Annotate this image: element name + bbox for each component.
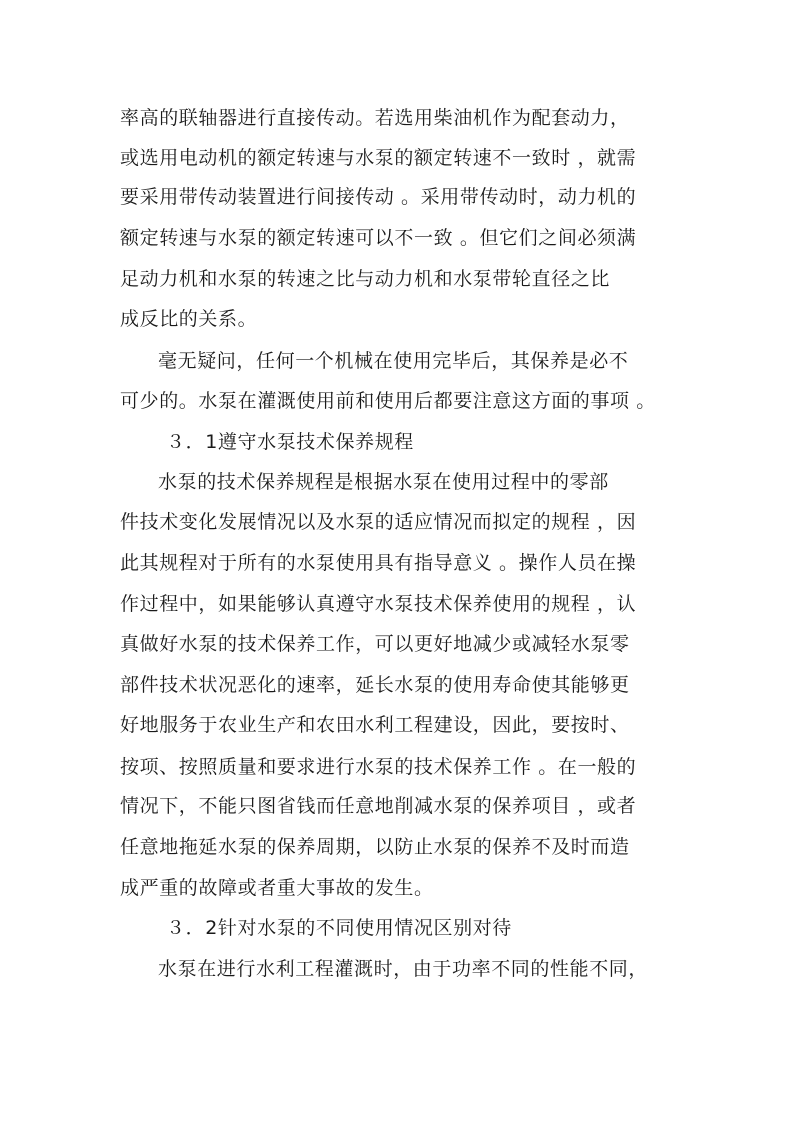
text-line: 可少的。水泵在灌溉使用前和使用后都要注意这方面的事项 。 (120, 390, 656, 412)
text-line: 或选用电动机的额定转速与水泵的额定转速不一致时 ，就需 (120, 147, 637, 169)
text-line: 真做好水泵的技术保养工作，可以更好地减少或减轻水泵零 (120, 633, 630, 655)
text-line: 成反比的关系。 (120, 308, 258, 330)
text-line: 率高的联轴器进行直接传动。若选用柴油机作为配套动力， (120, 107, 630, 129)
text-line: 部件技术状况恶化的速率，延长水泵的使用寿命使其能够更 (120, 674, 630, 696)
text-line: 好地服务于农业生产和农田水利工程建设，因此，要按时、 (120, 714, 630, 736)
text-line: 情况下，不能只图省钱而任意地削减水泵的保养项目 ，或者 (120, 795, 637, 817)
text-line: 此其规程对于所有的水泵使用具有指导意义 。操作人员在操 (120, 552, 637, 574)
text-line: 任意地拖延水泵的保养周期，以防止水泵的保养不及时而造 (120, 836, 630, 858)
section-heading-3-2: ３．2针对水泵的不同使用情况区别对待 (166, 917, 512, 939)
text-line: 要采用带传动装置进行间接传动 。采用带传动时，动力机的 (120, 186, 637, 208)
section-heading-3-1: ３．1遵守水泵技术保养规程 (166, 431, 414, 453)
paragraph-first-line: 水泵在进行水利工程灌溉时，由于功率不同的性能不同， (158, 958, 649, 980)
paragraph-first-line: 毫无疑问，任何一个机械在使用完毕后，其保养是必不 (158, 350, 629, 372)
text-line: 成严重的故障或者重大事故的发生。 (120, 877, 434, 899)
text-line: 件技术变化发展情况以及水泵的适应情况而拟定的规程 ，因 (120, 511, 637, 533)
text-line: 作过程中，如果能够认真遵守水泵技术保养使用的规程 ，认 (120, 593, 637, 615)
text-line: 按项、按照质量和要求进行水泵的技术保养工作 。在一般的 (120, 756, 637, 778)
text-line: 额定转速与水泵的额定转速可以不一致 。但它们之间必须满 (120, 227, 637, 249)
text-line: 足动力机和水泵的转速之比与动力机和水泵带轮直径之比 (120, 268, 611, 290)
paragraph-first-line: 水泵的技术保养规程是根据水泵在使用过程中的零部 (158, 471, 609, 493)
